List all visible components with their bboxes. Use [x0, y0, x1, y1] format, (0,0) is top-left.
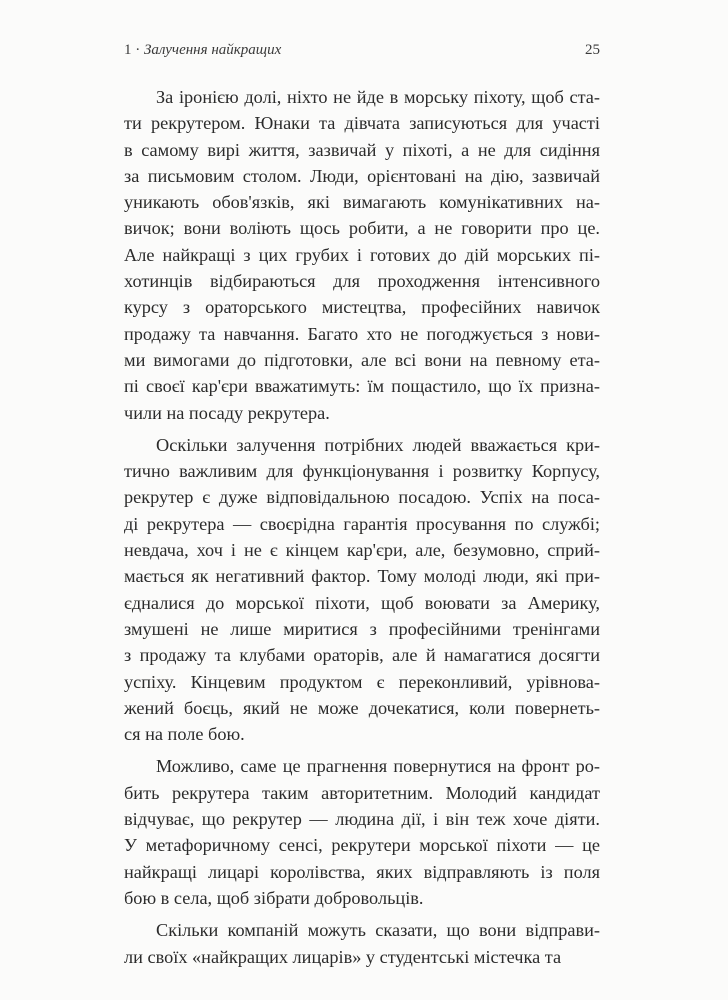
- text-line: змушені не лише миритися з професійними тренінгами: [124, 618, 600, 639]
- body-text: [124, 84, 600, 970]
- text-line: за письмовим столом. Люди, орієнтовані на дію, зазвичай: [124, 165, 600, 186]
- text-line: Оскільки залучення потрібних людей вважається кри-: [156, 434, 600, 455]
- chapter-label: [124, 42, 281, 59]
- text-line: уникають обов'язків, які вимагають комунікативних на-: [124, 192, 600, 213]
- text-line: відчуває, що рекрутер — людина дії, і він теж хоче діяти.: [124, 809, 600, 830]
- text-line: в самому вирі життя, зазвичай у піхоті, а не для сидіння: [124, 139, 600, 160]
- paragraph: [124, 917, 600, 970]
- text-line: рекрутер є дуже відповідальною посадою. Успіх на поса-: [124, 487, 600, 508]
- text-line: курсу з ораторського мистецтва, професійних навичок: [124, 297, 600, 318]
- text-line: Скільки компаній можуть сказати, що вони відправи-: [156, 920, 600, 941]
- text-line: ся на поле бою.: [124, 724, 245, 745]
- text-line: чили на посаду рекрутера.: [124, 402, 330, 423]
- text-line: ми вимогами до підготовки, але всі вони на певному ета-: [124, 349, 600, 370]
- text-line: успіху. Кінцевим продуктом є переконливий, урівнова-: [124, 671, 600, 692]
- paragraph: [124, 84, 600, 426]
- text-line: мається як негативний фактор. Тому молоді люди, які при-: [124, 566, 600, 587]
- text-line: бою в села, щоб зібрати добровольців.: [124, 887, 424, 908]
- text-line: Можливо, саме це прагнення повернутися на фронт ро-: [156, 756, 600, 777]
- text-line: ли своїх «найкращих лицарів» у студентські містечка та: [124, 946, 562, 967]
- text-line: жений боєць, який не може дочекатися, коли повернеть-: [124, 697, 600, 718]
- text-line: вичок; вони воліють щось робити, а не говорити про це.: [124, 218, 600, 239]
- text-line: У метафоричному сенсі, рекрутери морської піхоти — це: [124, 835, 600, 856]
- text-line: з продажу та клубами ораторів, але й намагатися досягти: [124, 645, 600, 666]
- chapter-separator: ·: [135, 42, 141, 58]
- text-line: невдача, хоч і не є кінцем кар'єри, але, безумовно, сприй-: [124, 540, 600, 561]
- text-line: бить рекрутера таким авторитетним. Молодий кандидат: [124, 782, 600, 803]
- text-line: продажу та навчання. Багато хто не погоджується з нови-: [124, 323, 600, 344]
- text-line: найкращі лицарі королівства, яких відправляють із поля: [124, 861, 600, 882]
- text-line: тично важливим для функціонування і розвитку Корпусу,: [124, 461, 600, 482]
- chapter-number: 1: [124, 42, 132, 58]
- page-number: 25: [585, 42, 600, 58]
- text-line: хотинців відбираються для проходження інтенсивного: [124, 271, 600, 292]
- text-line: ді рекрутера — своєрідна гарантія просування по службі;: [124, 513, 600, 534]
- paragraph: [124, 753, 600, 911]
- running-header: [124, 42, 600, 64]
- text-line: Але найкращі з цих грубих і готових до дій морських пі-: [124, 244, 600, 265]
- text-line: ти рекрутером. Юнаки та дівчата записуються для участі: [124, 113, 600, 134]
- text-line: За іронією долі, ніхто не йде в морську піхоту, щоб ста-: [156, 87, 600, 107]
- paragraph: [124, 432, 600, 748]
- text-line: пі своєї кар'єри вважатимуть: їм пощастило, що їх призна-: [124, 376, 600, 397]
- text-line: єдналися до морської піхоти, щоб воювати за Америку,: [124, 592, 600, 613]
- chapter-title: Залучення найкращих: [144, 42, 282, 58]
